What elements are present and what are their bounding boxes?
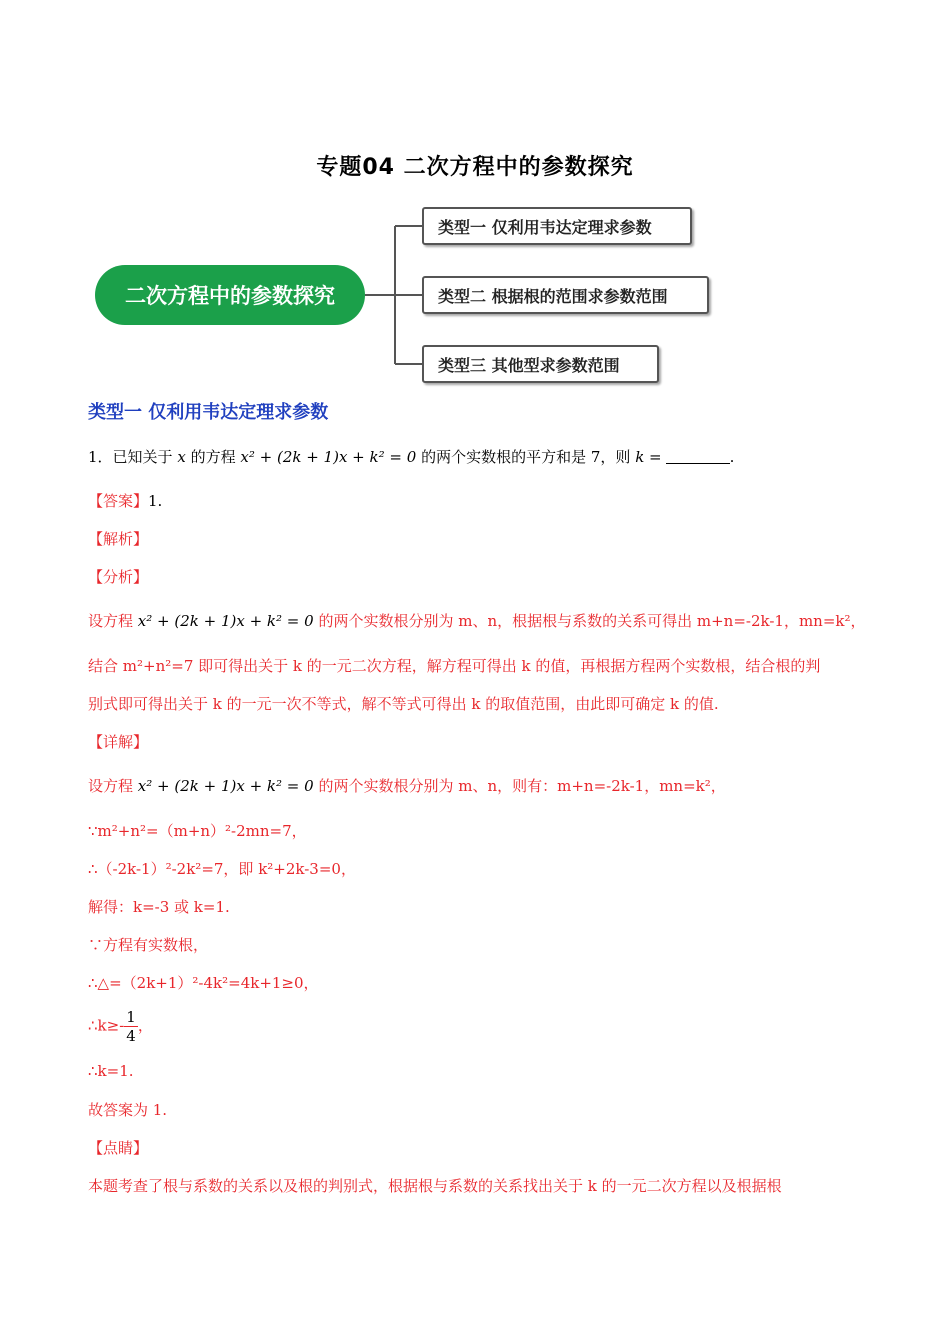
fenxi-line-1 bbox=[88, 610, 866, 631]
xiangjie-line-5: ∵方程有实数根， bbox=[88, 936, 209, 954]
xiangjie-text: 的两个实数根分别为 m、n，则有：m+n=-2k-1，mn=k²， bbox=[318, 777, 726, 795]
xiangjie-text: ， bbox=[137, 1016, 153, 1035]
xiangjie-line-2: ∵m²+n²=（m+n）²-2mn=7， bbox=[88, 822, 307, 840]
answer-label: 【答案】 bbox=[88, 492, 149, 510]
xiangjie-text: 设方程 bbox=[88, 777, 134, 795]
answer-value: 1. bbox=[148, 492, 163, 510]
dianjing-text: 本题考查了根与系数的关系以及根的判别式，根据根与系数的关系找出关于 k 的一元二次方程以及根据根 bbox=[88, 1177, 782, 1195]
xiangjie-line-4: 解得：k=-3 或 k=1. bbox=[88, 898, 230, 916]
var-x: x bbox=[177, 448, 186, 466]
fenxi-label: 【分析】 bbox=[88, 568, 149, 586]
section-title: 类型一 仅利用韦达定理求参数 bbox=[88, 402, 329, 423]
mindmap-connectors bbox=[0, 0, 950, 400]
xiangjie-line-9: 故答案为 1. bbox=[88, 1101, 168, 1119]
xiangjie-line-1 bbox=[88, 775, 726, 796]
answer-blank bbox=[666, 449, 730, 464]
xiangjie-line-6: ∴△=（2k+1）²-4k²=4k+1≥0， bbox=[88, 974, 319, 992]
mindmap-branch-2: 类型二 根据根的范围求参数范围 bbox=[422, 276, 709, 314]
dianjing-label: 【点睛】 bbox=[88, 1139, 149, 1157]
problem-text: ，则 bbox=[600, 448, 631, 466]
fenxi-line-3: 别式即可得出关于 k 的一元一次不等式，解不等式可得出 k 的取值范围，由此即可确定 k 的值. bbox=[88, 695, 719, 713]
fraction bbox=[124, 1008, 138, 1045]
fenxi-equation: x² + (2k + 1)x + k² = 0 bbox=[137, 612, 314, 630]
fraction-denominator: 4 bbox=[126, 1027, 136, 1045]
answer-line bbox=[88, 490, 162, 511]
xiangjie-line-8: ∴k=1. bbox=[88, 1062, 134, 1080]
problem-period: . bbox=[729, 448, 735, 466]
mindmap-branch-1: 类型一 仅利用韦达定理求参数 bbox=[422, 207, 692, 245]
problem-number: 1． bbox=[88, 448, 113, 466]
problem-text: 的方程 bbox=[190, 448, 236, 466]
mindmap-root: 二次方程中的参数探究 bbox=[95, 265, 365, 325]
xiangjie-line-3: ∴（-2k-1）²-2k²=7，即 k²+2k-3=0， bbox=[88, 860, 356, 878]
xiangjie-label: 【详解】 bbox=[88, 733, 149, 751]
value-seven: 7 bbox=[590, 448, 601, 466]
equation: x² + (2k + 1)x + k² = 0 bbox=[240, 448, 417, 466]
xiangjie-text: ∴k≥- bbox=[88, 1016, 125, 1035]
problem-text: 的两个实数根的平方和是 bbox=[421, 448, 587, 466]
k-equals: k = bbox=[635, 448, 662, 466]
analysis-label: 【解析】 bbox=[88, 530, 149, 548]
page-title: 专题04 二次方程中的参数探究 bbox=[316, 155, 634, 180]
problem-statement bbox=[88, 446, 734, 467]
xiangjie-line-7 bbox=[88, 1008, 153, 1045]
fenxi-line-2: 结合 m²+n²=7 即可得出关于 k 的一元二次方程，解方程可得出 k 的值，再根据方程两个实数根，结合根的判 bbox=[88, 657, 821, 675]
xiangjie-equation: x² + (2k + 1)x + k² = 0 bbox=[137, 777, 314, 795]
problem-text: 已知关于 bbox=[112, 448, 173, 466]
fenxi-text: 的两个实数根分别为 m、n，根据根与系数的关系可得出 m+n=-2k-1，mn=k²， bbox=[318, 612, 866, 630]
fraction-numerator: 1 bbox=[126, 1008, 136, 1026]
mindmap-branch-3: 类型三 其他型求参数范围 bbox=[422, 345, 659, 383]
fenxi-text: 设方程 bbox=[88, 612, 134, 630]
